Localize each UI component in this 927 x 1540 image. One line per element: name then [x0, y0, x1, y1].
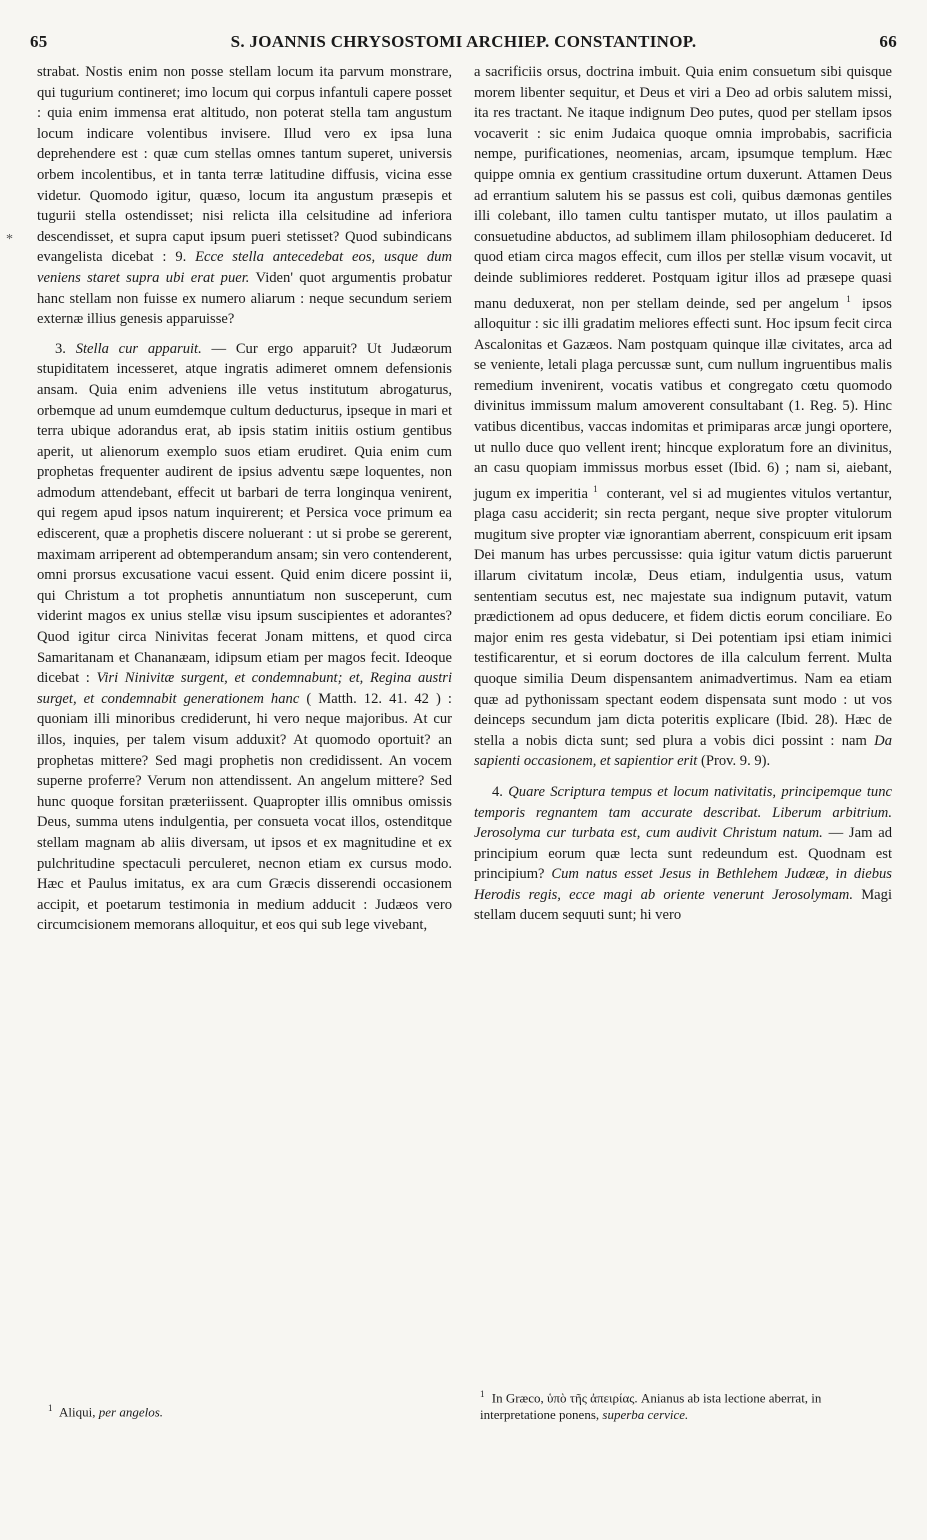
scripture-reference: (Prov. 9. 9). — [701, 753, 771, 770]
left-paragraph-2: 3. Stella cur apparuit. — Cur ergo apparuit? Ut Judæorum stupiditatem incesseret, atque ingratis adimeret omnem defensionis ansam. Quia enim adveniens ille vetus institutum abrogaturus, orbemque ad unum eumdemque cultum deducturus, ipseque in mari et terra ubique adorandus erat, ab ipsis statim initiis ostium gentibus aperit, ut alienorum exemplo suos etiam erudiret. Quia enim cum prophetas frequenter audirent de ipsius adventu sæpe loquentes, non admodum attendebant, effecit ut barbari de terra longinqua venirent, qui regem apud ipsos natum inquirerent; et Persica voce primum ea ediscerent, quæ a prophetis discere noluerant : ut si probe se gererent, maximam arriperent ad obtemperandum ansam; sin vero contenderent, omni prorsus excusatione vacui essent. Quid enim dicere possint ii, qui Christum a tot prophetis annuntiatum non susceperunt, cum viderint magos ex unius stellæ visu ipsum suscipientes et adorantes? Quod igitur circa Ninivitas fecerat Jonam mittens, et quod circa Samaritanam et Chananæam, idipsum etiam per magos fecit. Ideoque dicebat : Viri Ninivitæ surgent, et condemnabunt; et, Regina austri surget, et condemnabit generationem hanc ( Matth. 12. 41. 42 ) : quoniam illi minoribus crediderunt, hi vero neque majoribus. At cur illos, inquies, per talem visum adduxit? At quomodo oportuit? an prophetas mittere? Sed magi prophetis non credidissent. An vocem superne proferre? Verum non attendissent. An angelum mittere? Sed hunc quoque forsitan præteriissent. Quapropter illis omnibus omissis Deus, summa utens indulgentia, per consueta vocat illos, ostenditque stellam magnam ab aliis diversam, ut ipsos et ex magnitudine et ex pulchritudine spectaculi perculeret, necnon etiam ex cursus modo. Hæc et Paulus imitatus, ex ara cum Græcis disserendi occasionem accipit, et poetarum testimonia in medium adducit : Judæos vero circumcisionem memorans alloquitur, et eos qui sub lege vivebant, — [37, 340, 453, 934]
margin-mark: * — [6, 232, 13, 247]
section-number: 3. — [55, 340, 66, 357]
section-number: 4. — [492, 783, 503, 800]
footnote-marker: 1 — [480, 1389, 485, 1399]
page-number-right: 66 — [879, 32, 897, 51]
footnote-right: $^1$ In Græco, ὑπὸ τῆς ἀπειρίας. Anianus ab ista lectione aberrat, in interpretatione ponens, superba cervice. — [480, 1389, 822, 1423]
footnote-marker: 1 — [593, 483, 598, 494]
left-paragraph-1: strabat. Nostis enim non posse stellam locum ita parvum monstrare, qui tugurium contineret; imo locum qui corpus infantuli capere posset : quia enim immensa erat altitudo, non poterat stella tam angustum locum indicare volentibus invisere. Illud vero ex ipsa luna deprehendere est : quæ cum stellas omnes tantum superet, universis orbem incolentibus, et in tanta terræ latitudine diffusis, vicina esse videtur. Quomodo igitur, quæso, locum ita angustum præsepis et tugurii stella ostendisset; nisi relicta illa celsitudine ad inferiora descendisset, et supra caput ipsum pueri stetisset? Quod subindicans evangelista dicebat : 9. Ecce stella antecedebat eos, usque dum veniens staret supra ubi erat puer. Viden' quot argumentis probatur hanc stellam non fuisse ex numero aliarum : neque secundum seriem externæ illius genesis apparuisse? — [37, 64, 452, 328]
right-column — [474, 62, 892, 926]
footnote-marker: 1 — [846, 293, 851, 304]
scripture-quote: Ecce stella antecedebat eos, usque dum veniens staret supra ubi erat puer. — [37, 249, 452, 286]
running-title: S. JOANNIS CHRYSOSTOMI ARCHIEP. CONSTANTINOP. — [230, 32, 697, 51]
scripture-reference: (Ibid. 6) — [728, 460, 780, 477]
section-title: Stella cur apparuit. — [75, 340, 202, 357]
right-paragraph-1: a sacrificiis orsus, doctrina imbuit. Quia enim consuetum sibi quisque morem libenter sequitur, et Deus et viri a Deo ad orbis salutem missi, ita res tractant. Ne itaque indignum Deo putes, quod per stellam ipsos vocaverit : sic enim Judaica quoque omnia improbabis, sacrificia nempe, purificationes, neomenias, arcam, ipsumque templum. Hæc quippe omnia ex gentium crassitudine ortum duxerunt. Attamen Deus ad errantium salutem his se passus est coli, quibus dæmonas gentiles illi colebant, illo tamen cultu tantisper mutato, ut illos paulatim a consuetudine abductos, ad sublimem illam philosophiam deduceret. Id quod etiam circa magos effecit, cum illos per stellæ visum vocavit, ut deinde sublimiores redderet. Postquam igitur illos ad præsepe quasi manu deduxerat, non per stellam deinde, sed per angelum $^1$ ipsos alloquitur : sic illi gradatim meliores effecti sunt. Hoc ipsum fecit circa Ascalonitas et Gazæos. Nam postquam quinque illæ civitates, arca ad se veniente, letali plaga percussæ sunt, cum nullum ingruentibus malis remedium invenirent, vocatis vatibus et congregato cœtu quomodo divinitus immissum malum amoverent consultabant (1. Reg. 5). Hinc vatibus dicentibus, vaccas indomitas et primiparas arcæ jungi oportere, ut nullo duce quo vellent irent; hincque exploratum fore an divinitus, an casu quopiam immissus morbus esset (Ibid. 6) ; nam si, aiebant, jugum ex imperitia $^1$ conterant, vel si ad mugientes vitulos vertantur, plaga casu acciderit; sin recta pergant, neque sive propter vitulorum mugitum sive propter viæ ignorantiam aberrent, conspicuum erit ipsam Dei manum has urbes percussisse: quia igitur vatum dictis paruerunt illarum civitatum incolæ, Deus etiam, indulgentia usus, vatum sententiam secutus est, nec majestate sua indignum putavit, vatum prædictionem ad opus deducere, et fidem dictis eorum conciliare. Eo major enim res gesta videbatur, si Dei potentiam ipsi etiam inimici testificarentur, et si eorum doctores de illa calculum ferrent. Multa quoque similia Deum dispensantem animadvertimus. Nam ea etiam quæ ad pythonissam spectant eodem dispensata sunt modo : ut vos deinceps secundum jam dicta poteritis explicare (Ibid. 28). Hæc de stella a nobis dicta sunt; sed plura a vobis dici possint : nam Da sapienti occasionem, et sapientior erit (Prov. 9. 9). — [474, 64, 892, 770]
scripture-quote: Cum natus esset Jesus in Bethlehem Judææ, in diebus Herodis regis, ecce magi ab oriente venerunt Jerosolymam. — [474, 866, 892, 903]
scripture-reference: (1. Reg. 5). — [788, 398, 859, 415]
scripture-reference: ( Matth. 12. 41. 42 ) — [306, 690, 441, 707]
footnote-marker: 1 — [48, 1403, 53, 1413]
section-title: Quare Scriptura tempus et locum nativitatis, principemque tunc temporis regnantem tam accurate describat. Liberum arbitrium. Jerosolyma cur turbata est, cum audivit Christum natum. — [474, 783, 892, 842]
right-paragraph-2: 4. Quare Scriptura tempus et locum nativitatis, principemque tunc temporis regnantem tam accurate describat. Liberum arbitrium. Jerosolyma cur turbata est, cum audivit Christum natum. — Jam ad principium eorum quæ lecta sunt redeundum est. Quodnam est principium? Cum natus esset Jesus in Bethlehem Judææ, in diebus Herodis regis, ecce magi ab oriente venerunt Jerosolymam. Magi stellam ducem sequuti sunt; hi vero — [474, 783, 892, 924]
left-column — [37, 62, 452, 936]
scripture-reference: (Ibid. 28). — [776, 712, 838, 729]
page-number-left: 65 — [30, 32, 48, 51]
scripture-quote: Viri Ninivitæ surgent, et condemnabunt; et, Regina austri surget, et condemnabit generationem hanc — [37, 670, 453, 707]
footnote-left: $^1$ Aliqui, per angelos. — [48, 1403, 164, 1420]
scripture-quote: Da sapienti occasionem, et sapientior erit — [474, 732, 892, 770]
page-header — [30, 32, 897, 58]
